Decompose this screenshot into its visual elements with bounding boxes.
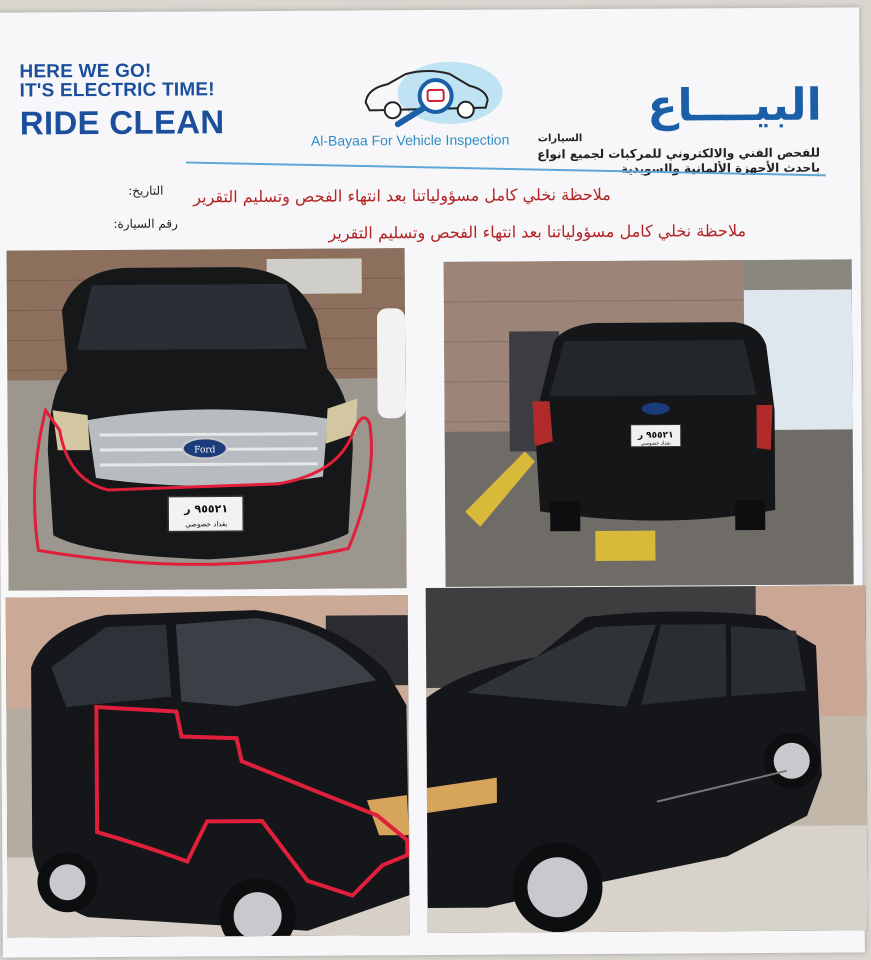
note-line-1: ملاحظة نخلي كامل مسؤولياتنا بعد انتهاء الفحص وتسليم التقرير (193, 184, 611, 207)
promo-line-3: RIDE CLEAN (19, 103, 225, 142)
plate-number-label: رقم السيارة: (113, 216, 178, 231)
subtitle-line-2: باحدث الأجهزة الألمانية والسويدية (620, 160, 821, 176)
rear-plate-number: ٩٥٥٢١ ر (637, 430, 674, 441)
company-logo (357, 60, 507, 131)
note-line-2: ملاحظة نخلي كامل مسؤولياتنا بعد انتهاء الفحص وتسليم التقرير (328, 221, 747, 243)
promo-slogan (19, 61, 224, 142)
ford-badge-text: Ford (194, 445, 216, 456)
inspection-report-sheet (0, 7, 865, 957)
photo-front-view (7, 248, 407, 590)
company-name-arabic: البيــــاع (647, 79, 822, 132)
company-name-english: Al-Bayaa For Vehicle Inspection (310, 131, 510, 149)
rear-plate-city: بغداد خصوصي (640, 440, 671, 447)
promo-line-2: IT'S ELECTRIC TIME! (19, 79, 215, 102)
promo-line-1: HERE WE GO! (19, 60, 152, 83)
subtitle-line-1: للفحص الفني والالكتروني للمركبات لجميع انواع (537, 145, 821, 162)
cars-word: السيارات (537, 133, 583, 145)
photo-right-side-view (426, 585, 868, 933)
photo-left-side-view (6, 595, 410, 937)
car-magnifier-icon (357, 60, 507, 131)
photo-rear-view (444, 259, 854, 586)
front-plate-city: بغداد خصوصي (185, 520, 228, 529)
date-label: التاريخ: (128, 183, 164, 198)
front-plate-number: ٩٥٥٢١ ر (184, 502, 229, 516)
